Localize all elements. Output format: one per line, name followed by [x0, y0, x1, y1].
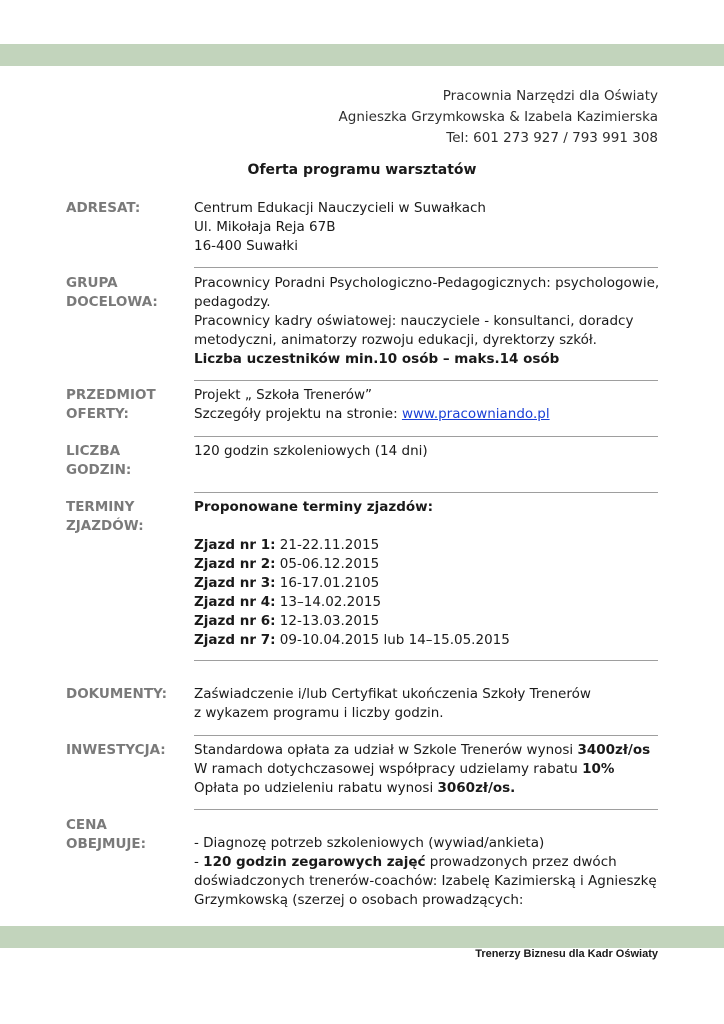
list-item	[194, 631, 664, 650]
inwestycja-line1	[194, 741, 664, 760]
zjazd-date: 05-06.12.2015	[275, 556, 380, 572]
grupa-participants: Liczba uczestników min.10 osób – maks.14 osób	[194, 351, 560, 367]
divider	[194, 492, 658, 493]
inwestycja-line3	[194, 779, 664, 798]
liczba-label-line1: LICZBA	[66, 443, 121, 459]
zjazd-name: Zjazd nr 2:	[194, 556, 276, 572]
dokumenty-line2: z wykazem programu i liczby godzin.	[194, 705, 444, 721]
list-item	[194, 593, 664, 612]
przedmiot-line2	[194, 405, 664, 424]
inwestycja-line3-text: Opłata po udzieleniu rabatu wynosi	[194, 780, 438, 796]
terminy-label-line2: ZJAZDÓW:	[66, 518, 144, 534]
discounted-price: 3060zł/os.	[437, 780, 516, 796]
footer-text: Trenerzy Biznesu dla Kadr Oświaty	[475, 948, 658, 960]
grupa-line2: Pracownicy kadry oświatowej: nauczyciele - konsultanci, doradcy metodyczni, animatorzy rozwoju edukacji, dyrektorzy szkół.	[194, 313, 634, 348]
cena-line2-dash: -	[194, 854, 204, 870]
standard-price: 3400zł/os	[577, 742, 651, 758]
zjazd-name: Zjazd nr 4:	[194, 594, 276, 610]
letterhead	[339, 86, 658, 149]
divider	[194, 267, 658, 268]
dokumenty-content	[194, 685, 664, 723]
przedmiot-label	[66, 386, 186, 424]
letterhead-phone: Tel: 601 273 927 / 793 991 308	[446, 130, 658, 146]
adresat-content	[194, 199, 664, 256]
discount-value: 10%	[582, 761, 615, 777]
inwestycja-line2-text: W ramach dotychczasowej współpracy udzielamy rabatu	[194, 761, 583, 777]
liczba-line1: 120 godzin szkoleniowych (14 dni)	[194, 443, 428, 459]
divider	[194, 436, 658, 437]
cena-label	[66, 816, 186, 854]
inwestycja-line1-text: Standardowa opłata za udział w Szkole Trenerów wynosi	[194, 742, 578, 758]
liczba-label-line2: GODZIN:	[66, 462, 132, 478]
grupa-content	[194, 274, 664, 369]
grupa-label	[66, 274, 186, 312]
zjazd-date: 13–14.02.2015	[275, 594, 382, 610]
cena-line1: - Diagnozę potrzeb szkoleniowych (wywiad/ankieta)	[194, 835, 545, 851]
letterhead-org: Pracownia Narzędzi dla Oświaty	[442, 88, 658, 104]
dokumenty-line1: Zaświadczenie i/lub Certyfikat ukończenia Szkoły Trenerów	[194, 686, 591, 702]
terminy-label	[66, 498, 186, 536]
footer-band	[0, 926, 724, 948]
przedmiot-label-line2: OFERTY:	[66, 406, 129, 422]
grupa-label-line1: GRUPA	[66, 275, 118, 291]
dokumenty-label: DOKUMENTY:	[66, 686, 168, 702]
terminy-content	[194, 498, 664, 650]
list-item	[194, 574, 664, 593]
cena-content	[194, 834, 664, 910]
page-title: Oferta programu warsztatów	[247, 162, 477, 178]
cena-line2	[194, 853, 664, 910]
zjazd-date: 16-17.01.2105	[275, 575, 380, 591]
cena-label-line1: CENA	[66, 817, 107, 833]
przedmiot-label-line1: PRZEDMIOT	[66, 387, 156, 403]
inwestycja-label: INWESTYCJA:	[66, 742, 166, 758]
zjazd-date: 12-13.03.2015	[275, 613, 380, 629]
divider	[194, 380, 658, 381]
adresat-line2: Ul. Mikołaja Reja 67B	[194, 219, 336, 235]
divider	[194, 735, 658, 736]
terminy-heading: Proponowane terminy zjazdów:	[194, 499, 434, 515]
list-item	[194, 612, 664, 631]
list-item	[194, 536, 664, 555]
cena-line2-text: prowadzonych przez dwóch doświadczonych trenerów-coachów: Izabelę Kazimierską i Agnieszkę Grzymkowską (szerzej o osobach prowadzących:	[194, 854, 657, 908]
hours-highlight: 120 godzin zegarowych zajęć	[203, 854, 426, 870]
letterhead-names: Agnieszka Grzymkowska & Izabela Kazimierska	[338, 109, 658, 125]
zjazd-name: Zjazd nr 6:	[194, 613, 276, 629]
project-link[interactable]: www.pracowniando.pl	[401, 406, 550, 422]
cena-label-line2: OBEJMUJE:	[66, 836, 147, 852]
inwestycja-content	[194, 741, 664, 798]
inwestycja-line2	[194, 760, 664, 779]
zjazd-name: Zjazd nr 1:	[194, 537, 276, 553]
zjazd-name: Zjazd nr 7:	[194, 632, 276, 648]
divider	[194, 809, 658, 810]
zjazd-date: 21-22.11.2015	[275, 537, 380, 553]
grupa-label-line2: DOCELOWA:	[66, 294, 158, 310]
przedmiot-line2-text: Szczegóły projektu na stronie:	[194, 406, 402, 422]
liczba-label	[66, 442, 186, 480]
przedmiot-line1: Projekt „ Szkoła Trenerów”	[194, 387, 373, 403]
spacer	[194, 517, 664, 536]
adresat-line1: Centrum Edukacji Nauczycieli w Suwałkach	[194, 200, 486, 216]
terminy-label-line1: TERMINY	[66, 499, 135, 515]
list-item	[194, 555, 664, 574]
adresat-line3: 16-400 Suwałki	[194, 238, 298, 254]
liczba-content	[194, 442, 664, 461]
divider	[194, 660, 658, 661]
przedmiot-content	[194, 386, 664, 424]
zjazd-name: Zjazd nr 3:	[194, 575, 276, 591]
grupa-line1: Pracownicy Poradni Psychologiczno-Pedagogicznych: psychologowie, pedagodzy.	[194, 275, 660, 310]
zjazd-date: 09-10.04.2015 lub 14–15.05.2015	[275, 632, 510, 648]
adresat-label: ADRESAT:	[66, 200, 141, 216]
header-band	[0, 44, 724, 66]
